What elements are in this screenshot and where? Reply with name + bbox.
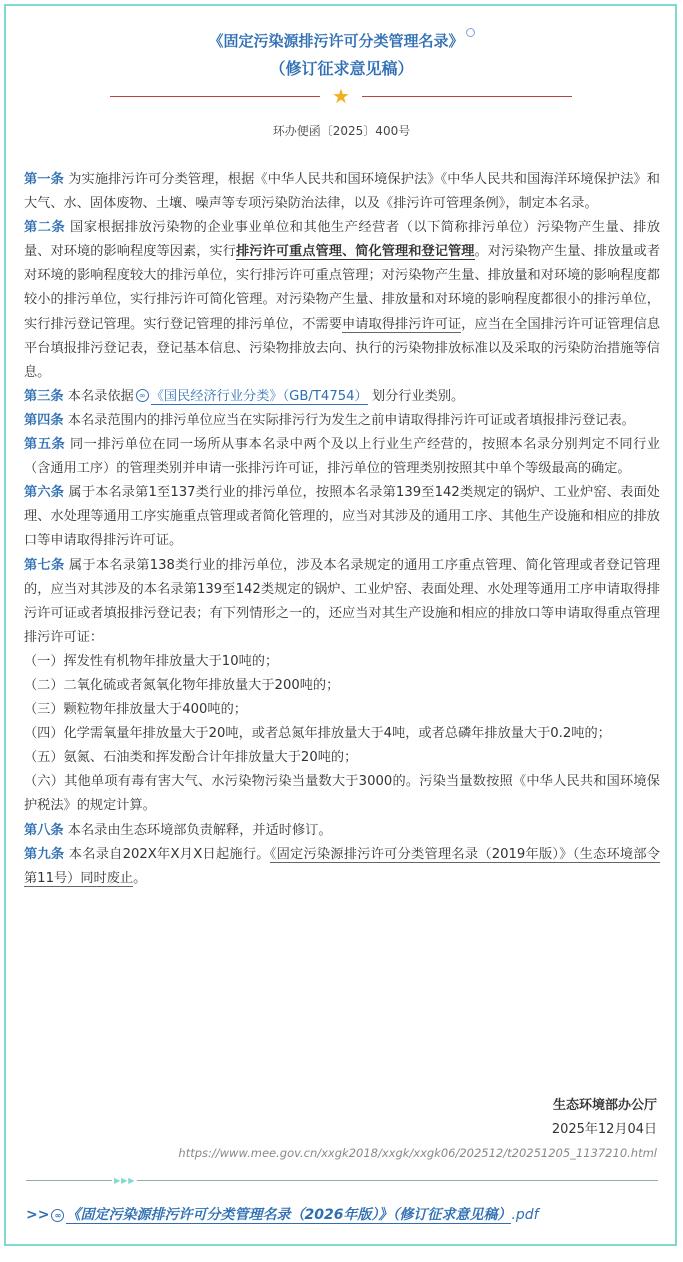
divider-line-left [110, 96, 320, 97]
underlined-text: 《固定污染源排污许可分类管理名录（2019年版）》（生态环境部令第11号）同时废止 [24, 846, 660, 886]
article-4 [24, 409, 660, 433]
underlined-text: 申请取得排污许可证 [342, 316, 462, 332]
divider-line-right [362, 96, 572, 97]
article-text: 本名录自202X年X月X日起施行。 [68, 846, 270, 862]
article-text: 同一排污单位在同一场所从事本名录中两个及以上行业生产经营的，按照本名录分别判定不同行业（含通用工序）的管理类别并申请一张排污许可证，排污单位的管理类别按照其中单个等级最高的确定。 [24, 437, 661, 477]
article-label: 第四条 [24, 412, 64, 428]
article-label: 第七条 [24, 557, 65, 573]
list-item: （四）化学需氧量年排放量大于20吨，或者总氮年排放量大于4吨，或者总磷年排放量大于0.2吨的； [24, 726, 611, 742]
document-number: 环办便函〔2025〕400号 [272, 124, 411, 138]
article-3 [24, 385, 660, 409]
emphasis-text: 排污许可重点管理、简化管理和登记管理 [236, 244, 475, 260]
attachment-link[interactable] [26, 1204, 539, 1224]
article-text: 。对污染物产生量、排放量或者对环境的影响程度较大的排污单位，实行排污许可重点管理；对污染物产生量、排放量和对环境的影响程度都较小的排污单位，实行排污许可简化管理。对污染物产生量、排放量和对环境的影响程度都很小的排污单位，实行排污登记管理。实行登记管理的排污单位，不需要 [24, 244, 661, 332]
industry-classification-link[interactable]: 《国民经济行业分类》（GB/T4754） [150, 388, 368, 404]
article-label: 第五条 [24, 437, 66, 453]
article-text: 本名录范围内的排污单位应当在实际排污行为发生之前申请取得排污许可证或者填报排污登记表。 [67, 412, 635, 428]
article-text: 属于本名录第1至137类行业的排污单位，按照本名录第139至142类规定的锅炉、工业炉窑、表面处理、水处理等通用工序实施重点管理或者简化管理的，应当对其涉及的通用工序、其他生产设施和相应的排放口等申请取得排污许可证。 [24, 485, 660, 549]
link-icon: ∞ [51, 1209, 64, 1222]
article-label: 第九条 [24, 846, 65, 862]
star-icon: ★ [332, 84, 350, 108]
article-text: 本名录依据 [67, 388, 134, 404]
page-title: 《固定污染源排污许可分类管理名录》 [0, 30, 683, 51]
article-6 [24, 481, 660, 553]
article-label: 第三条 [24, 388, 64, 404]
triangle-dots-icon: ▶▶▶ [114, 1176, 136, 1185]
list-item: （三）颗粒物年排放量大于400吨的； [24, 702, 247, 718]
article-9 [24, 843, 660, 891]
signature-date: 2025年12月04日 [551, 1122, 657, 1137]
article-label: 第一条 [24, 172, 64, 187]
article-1 [24, 168, 660, 216]
article-8 [24, 819, 660, 843]
attachment-prefix: >> [26, 1207, 50, 1223]
attachment-ext: .pdf [511, 1207, 539, 1223]
article-text: 为实施排污许可分类管理，根据《中华人民共和国环境保护法》《中华人民共和国海洋环境保护法》和大气、水、固体废物、土壤、噪声等专项污染防治法律，以及《排污许可管理条例》，制定本名录。 [24, 172, 660, 212]
article-text: ，应当在全国排污许可证管理信息平台填报排污登记表，登记基本信息、污染物排放去向、执行的污染物排放标准以及采取的污染防治措施等信息。 [24, 316, 661, 380]
article-text: 。 [133, 870, 147, 886]
article-text: 属于本名录第138类行业的排污单位，涉及本名录规定的通用工序重点管理、简化管理或者登记管理的，应当对其涉及的本名录第139至142类规定的锅炉、工业炉窑、表面处理、水处理等通用工序申请取得排污许可证或者填报排污登记表；有下列情形之一的，还应当对其生产设施和相应的排放口等申请取得重点管理排污许可证： [24, 557, 661, 645]
signature-org: 生态环境部办公厅 [552, 1098, 657, 1113]
article-5 [24, 433, 660, 481]
article-body [24, 168, 660, 891]
list-item: （一）挥发性有机物年排放量大于10吨的； [24, 653, 279, 669]
title-divider [110, 86, 572, 106]
list-item: （六）其他单项有毒有害大气、水污染物污染当量数大于3000的。污染当量数按照《中华人民共和国环境保护税法》的规定计算。 [24, 774, 660, 814]
article-2 [24, 216, 660, 385]
article-7 [24, 554, 660, 650]
list-item: （五）氨氮、石油类和挥发酚合计年排放量大于20吨的； [24, 750, 358, 766]
link-icon[interactable]: ∞ [136, 389, 149, 402]
article-label: 第二条 [24, 220, 66, 236]
list-item: （二）二氧化硫或者氮氧化物年排放量大于200吨的； [24, 677, 340, 693]
search-icon[interactable] [466, 28, 475, 37]
article-label: 第八条 [24, 822, 64, 838]
article-text: 本名录由生态环境部负责解释，并适时修订。 [67, 822, 332, 838]
article-label: 第六条 [24, 485, 65, 501]
source-url[interactable]: https://www.mee.gov.cn/xxgk2018/xxgk/xxgk06/202512/t20251205_1137210.html [178, 1146, 657, 1160]
page-subtitle: （修订征求意见稿） [269, 59, 414, 78]
article-text: 国家根据排放污染物的企业事业单位和其他生产经营者（以下简称排污单位）污染物产生量、排放量、对环境的影响程度等因素，实行 [24, 220, 661, 260]
attachment-name[interactable]: 《固定污染源排污许可分类管理名录（2026年版）》（修订征求意见稿） [66, 1207, 512, 1223]
article-text: 划分行业类别。 [371, 388, 465, 404]
